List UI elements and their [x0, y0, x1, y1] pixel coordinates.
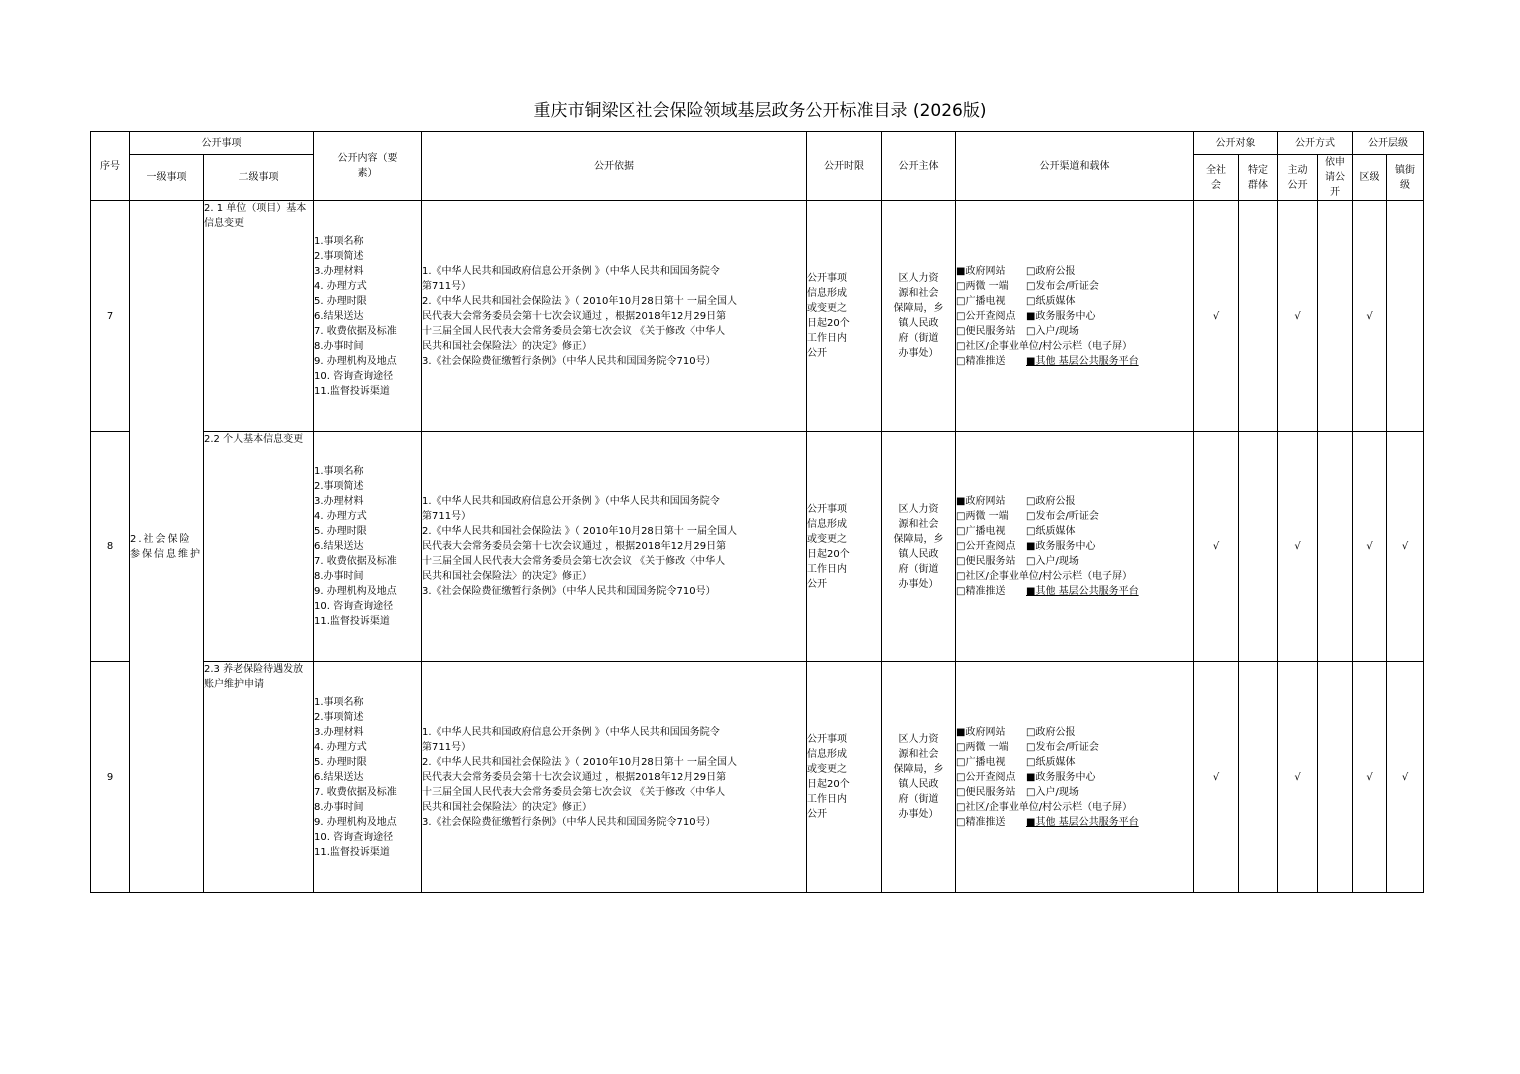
content-list: 1.事项名称 2.事项简述 3.办理材料 4. 办理方式 5. 办理时限 6.结果送达 7. 收费依据及标准 8.办事时间 9. 办理机构及地点 10. 咨询查询途径 11.监督投诉渠道	[314, 662, 422, 893]
channel-list: ■政府网站 □政府公报 □两微 一端 □发布会/听证会 □广播电视 □纸质媒体 □公开查阅点 ■政务服务中心 □便民服务站 □入户/现场 □社区/企事业单位/村公示栏（电子屏） □精准推送 ■其他 基层公共服务平台	[956, 662, 1194, 893]
table-row	[91, 662, 1424, 893]
header-level1: 一级事项	[130, 155, 204, 201]
basis-text: 1.《中华人民共和国政府信息公开条例 》（中华人民共和国国务院令 第711号） 2.《中华人民共和国社会保险法 》（ 2010年10月28日第十 一届全国人 民代表大会常务委员会第十七次会议通过 ，根据2018年12月29日第 十三届全国人民代表大会常务委员会第七次会议 《关于修改〈中华人 民共和国社会保险法〉的决定》修正） 3.《社会保险费征缴暂行条例》（中华人民共和国国务院令710号）	[422, 662, 807, 893]
check-target-specific	[1239, 432, 1278, 662]
check-target-specific	[1239, 662, 1278, 893]
level2-item: 2.3 养老保险待遇发放账户维护申请	[204, 662, 314, 893]
table-row	[91, 432, 1424, 662]
check-target-all: √	[1194, 201, 1239, 432]
check-target-specific	[1239, 201, 1278, 432]
check-mode-active: √	[1278, 662, 1318, 893]
channel-list: ■政府网站 □政府公报 □两微 一端 □发布会/听证会 □广播电视 □纸质媒体 □公开查阅点 ■政务服务中心 □便民服务站 □入户/现场 □社区/企事业单位/村公示栏（电子屏） □精准推送 ■其他 基层公共服务平台	[956, 201, 1194, 432]
check-target-all: √	[1194, 432, 1239, 662]
check-mode-active: √	[1278, 432, 1318, 662]
row-seq: 8	[91, 432, 130, 662]
check-mode-apply	[1318, 432, 1353, 662]
check-level-district: √	[1353, 432, 1387, 662]
level1-item: 2.社会保险参保信息维护	[130, 201, 204, 893]
document-title: 重庆市铜梁区社会保险领域基层政务公开标准目录 (2026版)	[533, 101, 987, 121]
header-mode-group: 公开方式	[1278, 132, 1353, 155]
time-limit: 公开事项 信息形成 或变更之 日起20个 工作日内 公开	[807, 201, 882, 432]
check-mode-active: √	[1278, 201, 1318, 432]
disclosure-subject: 区人力资 源和社会 保障局，乡 镇人民政 府（街道 办事处）	[882, 662, 956, 893]
disclosure-subject: 区人力资 源和社会 保障局，乡 镇人民政 府（街道 办事处）	[882, 201, 956, 432]
header-subject: 公开主体	[882, 132, 956, 201]
header-seq: 序号	[91, 132, 130, 201]
header-mode-active: 主动公开	[1278, 155, 1318, 201]
row-seq: 7	[91, 201, 130, 432]
basis-text: 1.《中华人民共和国政府信息公开条例 》（中华人民共和国国务院令 第711号） 2.《中华人民共和国社会保险法 》（ 2010年10月28日第十 一届全国人 民代表大会常务委员会第十七次会议通过 ，根据2018年12月29日第 十三届全国人民代表大会常务委员会第七次会议 《关于修改〈中华人 民共和国社会保险法〉的决定》修正） 3.《社会保险费征缴暂行条例》（中华人民共和国国务院令710号）	[422, 201, 807, 432]
header-level-group: 公开层级	[1353, 132, 1424, 155]
header-level-town: 镇街级	[1387, 155, 1424, 201]
check-target-all: √	[1194, 662, 1239, 893]
check-level-town	[1387, 201, 1424, 432]
header-time: 公开时限	[807, 132, 882, 201]
header-items-group: 公开事项	[130, 132, 314, 155]
check-level-town: √	[1387, 662, 1424, 893]
level2-item: 2. 1 单位（项目）基本信息变更	[204, 201, 314, 432]
header-content: 公开内容（要素）	[314, 132, 422, 201]
row-seq: 9	[91, 662, 130, 893]
time-limit: 公开事项 信息形成 或变更之 日起20个 工作日内 公开	[807, 662, 882, 893]
check-mode-apply	[1318, 662, 1353, 893]
check-level-town: √	[1387, 432, 1424, 662]
disclosure-subject: 区人力资 源和社会 保障局，乡 镇人民政 府（街道 办事处）	[882, 432, 956, 662]
header-target-group: 公开对象	[1194, 132, 1278, 155]
check-level-district: √	[1353, 201, 1387, 432]
check-mode-apply	[1318, 201, 1353, 432]
header-level2: 二级事项	[204, 155, 314, 201]
content-list: 1.事项名称 2.事项简述 3.办理材料 4. 办理方式 5. 办理时限 6.结果送达 7. 收费依据及标准 8.办事时间 9. 办理机构及地点 10. 咨询查询途径 11.监督投诉渠道	[314, 432, 422, 662]
check-level-district: √	[1353, 662, 1387, 893]
header-level-district: 区级	[1353, 155, 1387, 201]
table-row	[91, 201, 1424, 432]
header-basis: 公开依据	[422, 132, 807, 201]
header-channel: 公开渠道和载体	[956, 132, 1194, 201]
header-target-specific: 特定群体	[1239, 155, 1278, 201]
catalog-table	[90, 131, 1424, 893]
content-list: 1.事项名称 2.事项简述 3.办理材料 4. 办理方式 5. 办理时限 6.结果送达 7. 收费依据及标准 8.办事时间 9. 办理机构及地点 10. 咨询查询途径 11.监督投诉渠道	[314, 201, 422, 432]
time-limit: 公开事项 信息形成 或变更之 日起20个 工作日内 公开	[807, 432, 882, 662]
basis-text: 1.《中华人民共和国政府信息公开条例 》（中华人民共和国国务院令 第711号） 2.《中华人民共和国社会保险法 》（ 2010年10月28日第十 一届全国人 民代表大会常务委员会第十七次会议通过 ，根据2018年12月29日第 十三届全国人民代表大会常务委员会第七次会议 《关于修改〈中华人 民共和国社会保险法〉的决定》修正） 3.《社会保险费征缴暂行条例》（中华人民共和国国务院令710号）	[422, 432, 807, 662]
header-mode-apply: 依申请公开	[1318, 155, 1353, 201]
header-target-all: 全社会	[1194, 155, 1239, 201]
level2-item: 2.2 个人基本信息变更	[204, 432, 314, 662]
channel-list: ■政府网站 □政府公报 □两微 一端 □发布会/听证会 □广播电视 □纸质媒体 □公开查阅点 ■政务服务中心 □便民服务站 □入户/现场 □社区/企事业单位/村公示栏（电子屏） □精准推送 ■其他 基层公共服务平台	[956, 432, 1194, 662]
